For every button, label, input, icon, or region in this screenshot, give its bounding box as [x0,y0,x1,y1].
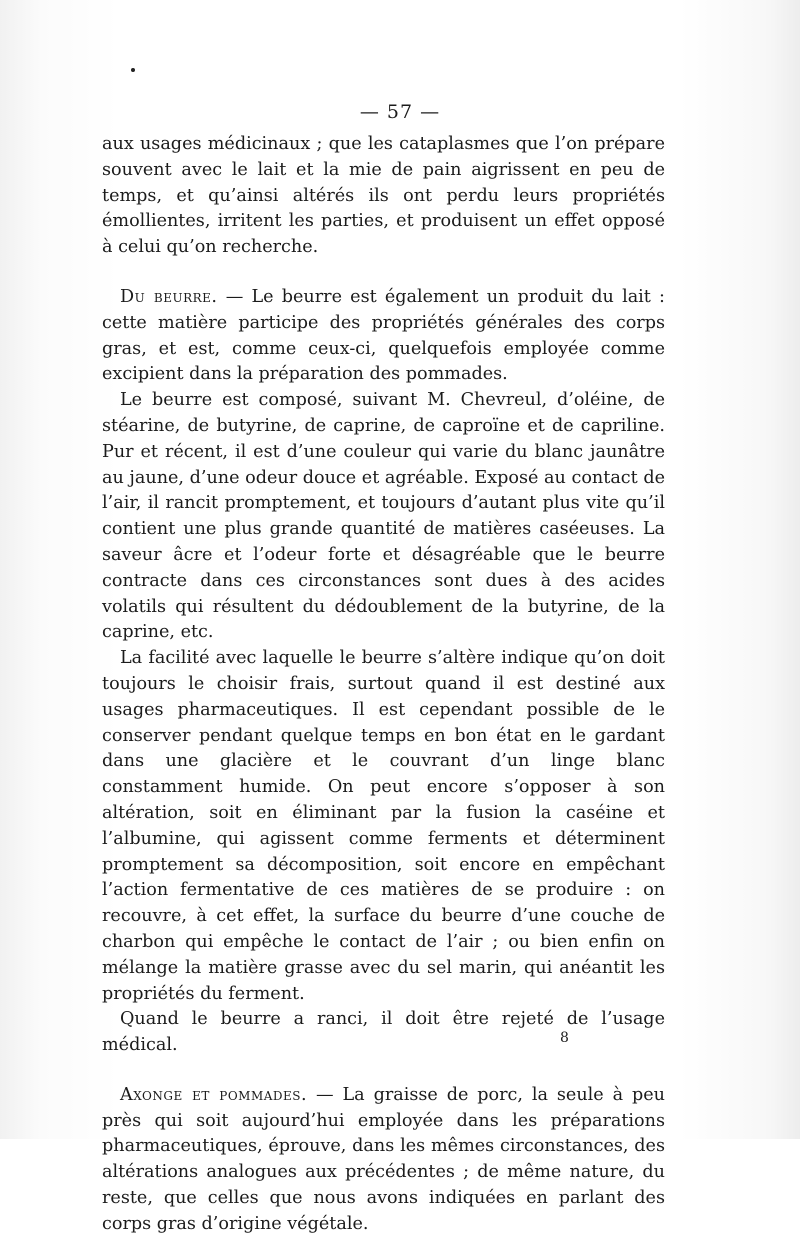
paragraph-ranci: Quand le beurre a ranci, il doit être rejeté de l’usage médical. [102,1009,665,1056]
section-heading-beurre: Du beurre. [120,286,218,307]
paragraph-conservation: La facilité avec laquelle le beurre s’altère indique qu’on doit toujours le choisir frais, surtout quand il est destiné aux usages pharmaceutiques. Il est cependant possible de le conserver pendant quelque temps en bon état en le gardant dans une glacière et le couvrant d’un linge blanc constamment humide. On peut encore s’opposer à son altération, soit en éliminant par la fusion la caséine et l’albumine, qui agissent comme ferments et déterminent promptement sa décomposition, soit encore en empêchant l’action fermentative de ces matières de se produire : on recouvre, à cet effet, la surface du beurre d’une couche de charbon qui empêche le contact de l’air ; ou bien enfin on mélange la matière grasse avec du sel marin, qui anéantit les propriétés du ferment. [102,648,665,1004]
paragraph-beurre-intro [102,285,665,388]
paragraph-text: — La graisse de porc, la seule à peu près qui soit aujourd’hui employée dans les préparations pharmaceutiques, éprouve, dans les mêmes circonstances, des altérations analogues aux précédentes ; de même nature, du reste, que celles que nous avons indiquées en parlant des corps gras d’origine végétale. [102,1084,665,1234]
page-body [102,132,665,1238]
page-number: — 57 — [359,101,441,123]
signature-mark: 8 [560,1030,569,1046]
paragraph-composition: Le beurre est composé, suivant M. Chevreul, d’oléine, de stéarine, de butyrine, de caprine, de caproïne et de capriline. Pur et récent, il est d’une couleur qui varie du blanc jaunâtre au jaune, d’une odeur douce et agréable. Exposé au contact de l’air, il rancit promptement, et toujours d’autant plus vite qu’il contient une plus grande quantité de matières caséeuses. La saveur âcre et l’odeur forte et désagréable que le beurre contracte dans ces circonstances sont dues à des acides volatils qui résultent du dédoublement de la butyrine, de la caprine, etc. [102,390,665,643]
section-heading-axonge: Axonge et pommades. [120,1084,308,1105]
ink-speck [131,68,135,72]
paragraph-text: — Le beurre est également un produit du lait : cette matière participe des propriétés générales des corps gras, et est, comme ceux-ci, quelquefois employée comme excipient dans la préparation des pommades. [102,286,665,385]
paragraph-axonge [102,1083,665,1238]
paragraph-cataplasmes: aux usages médicinaux ; que les cataplasmes que l’on prépare souvent avec le lait et la mie de pain aigrissent en peu de temps, et qu’ainsi altérés ils ont perdu leurs propriétés émollientes, irritent les parties, et produisent un effet opposé à celui qu’on recherche. [102,134,665,258]
